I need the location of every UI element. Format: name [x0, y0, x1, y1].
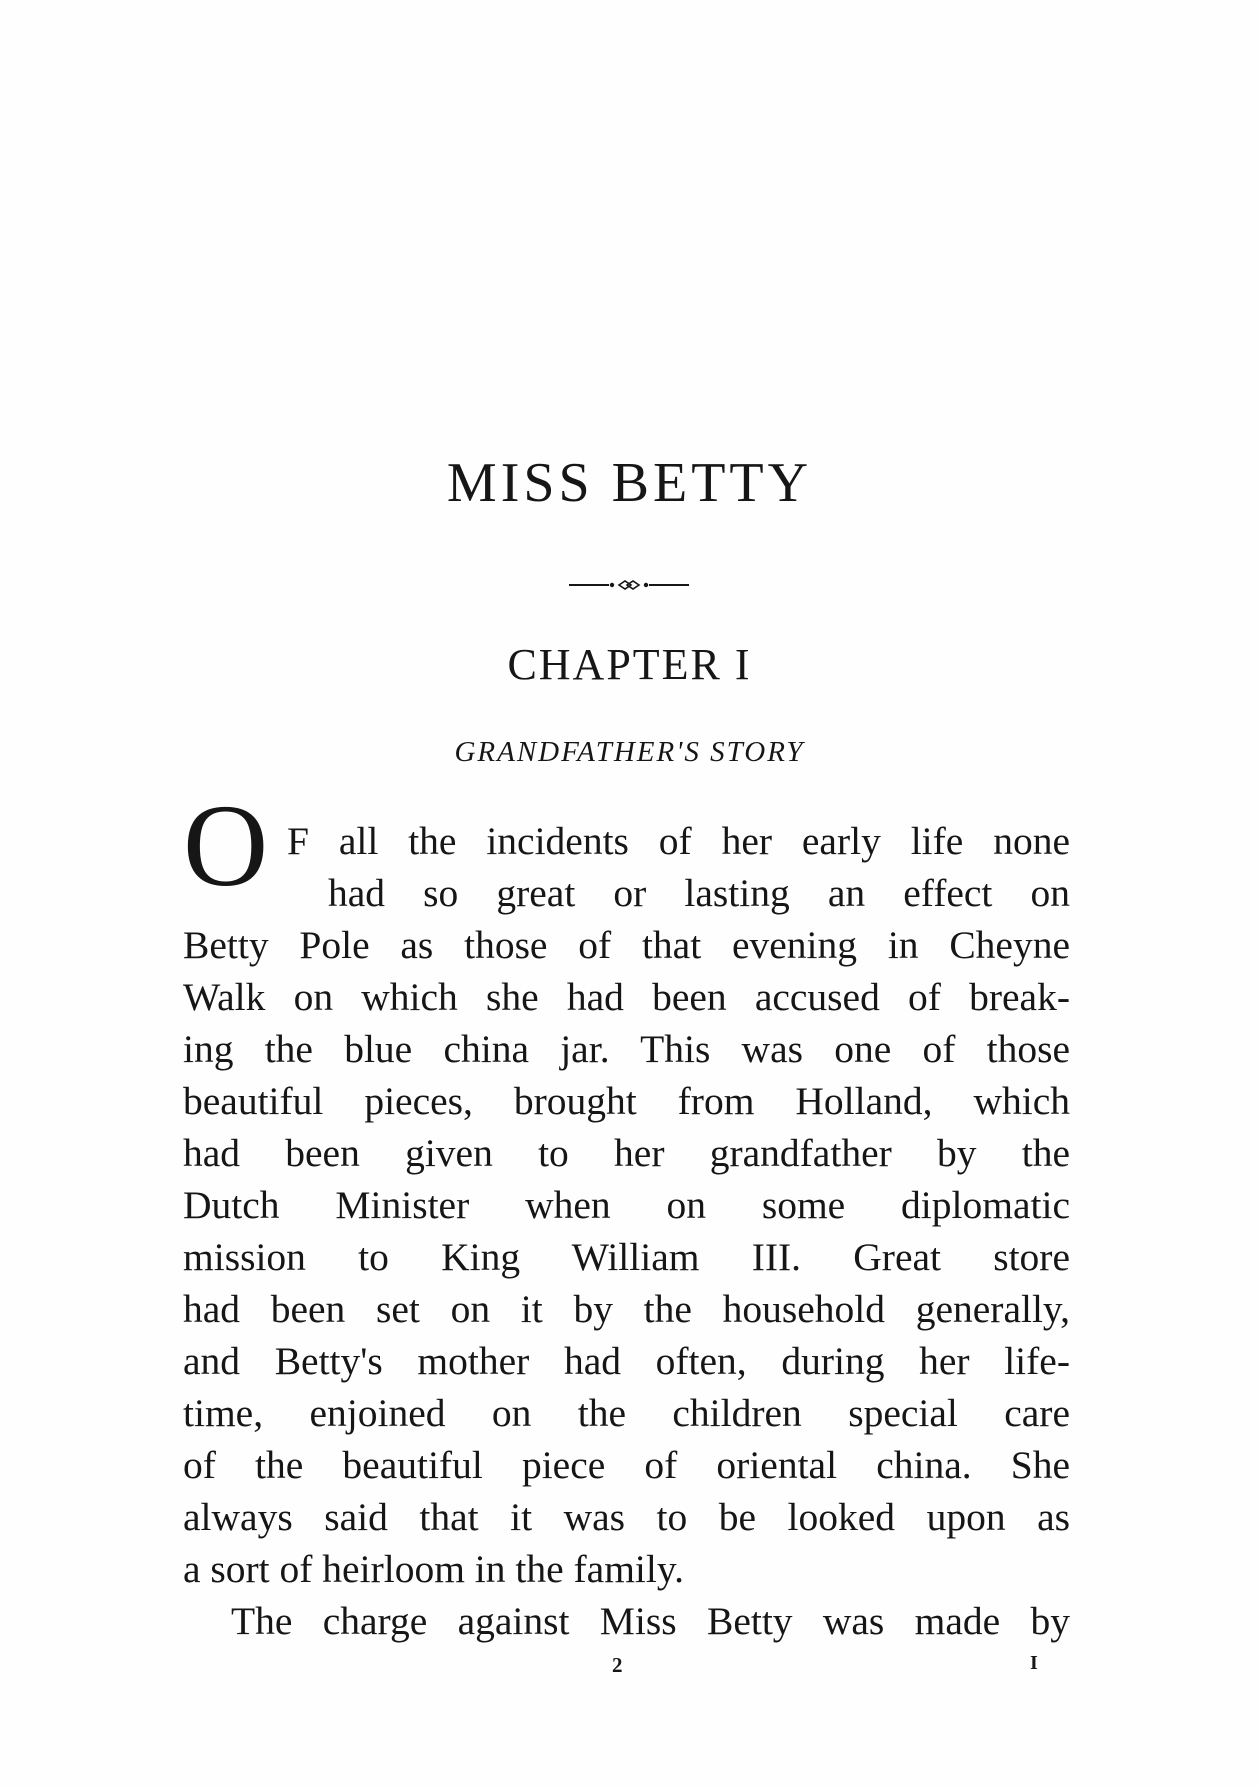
chapter-subtitle: GRANDFATHER'S STORY	[454, 736, 805, 768]
drop-cap: O	[183, 780, 269, 911]
text-line: a sort of heirloom in the family.	[183, 1547, 684, 1591]
text-line: F all the incidents of her early life none	[287, 819, 1070, 863]
chapter-heading: CHAPTER I	[507, 640, 752, 689]
text-line: ing the blue china jar. This was one of those	[183, 1027, 1070, 1071]
text-line: had been set on it by the household generally,	[183, 1287, 1070, 1331]
text-line: had so great or lasting an effect on	[328, 871, 1070, 915]
text-line: Dutch Minister when on some diplomatic	[183, 1183, 1070, 1227]
text-line: beautiful pieces, brought from Holland, which	[183, 1079, 1070, 1123]
page-number: I	[1030, 1652, 1038, 1674]
text-line: time, enjoined on the children special care	[183, 1391, 1070, 1435]
chapter-body	[183, 815, 1070, 1647]
signature-mark: 2	[612, 1653, 623, 1677]
text-line: mission to King William III. Great store	[183, 1235, 1070, 1279]
text-line: always said that it was to be looked upon as	[183, 1495, 1070, 1539]
text-line: Walk on which she had been accused of break-	[183, 975, 1070, 1019]
text-line: Betty Pole as those of that evening in Cheyne	[183, 923, 1070, 967]
text-line: of the beautiful piece of oriental china. She	[183, 1443, 1070, 1487]
book-title: MISS BETTY	[446, 452, 813, 514]
text-line: The charge against Miss Betty was made by	[231, 1599, 1070, 1643]
ornamental-rule-icon	[569, 578, 689, 592]
text-line: had been given to her grandfather by the	[183, 1131, 1070, 1175]
text-line: and Betty's mother had often, during her life-	[183, 1339, 1070, 1383]
